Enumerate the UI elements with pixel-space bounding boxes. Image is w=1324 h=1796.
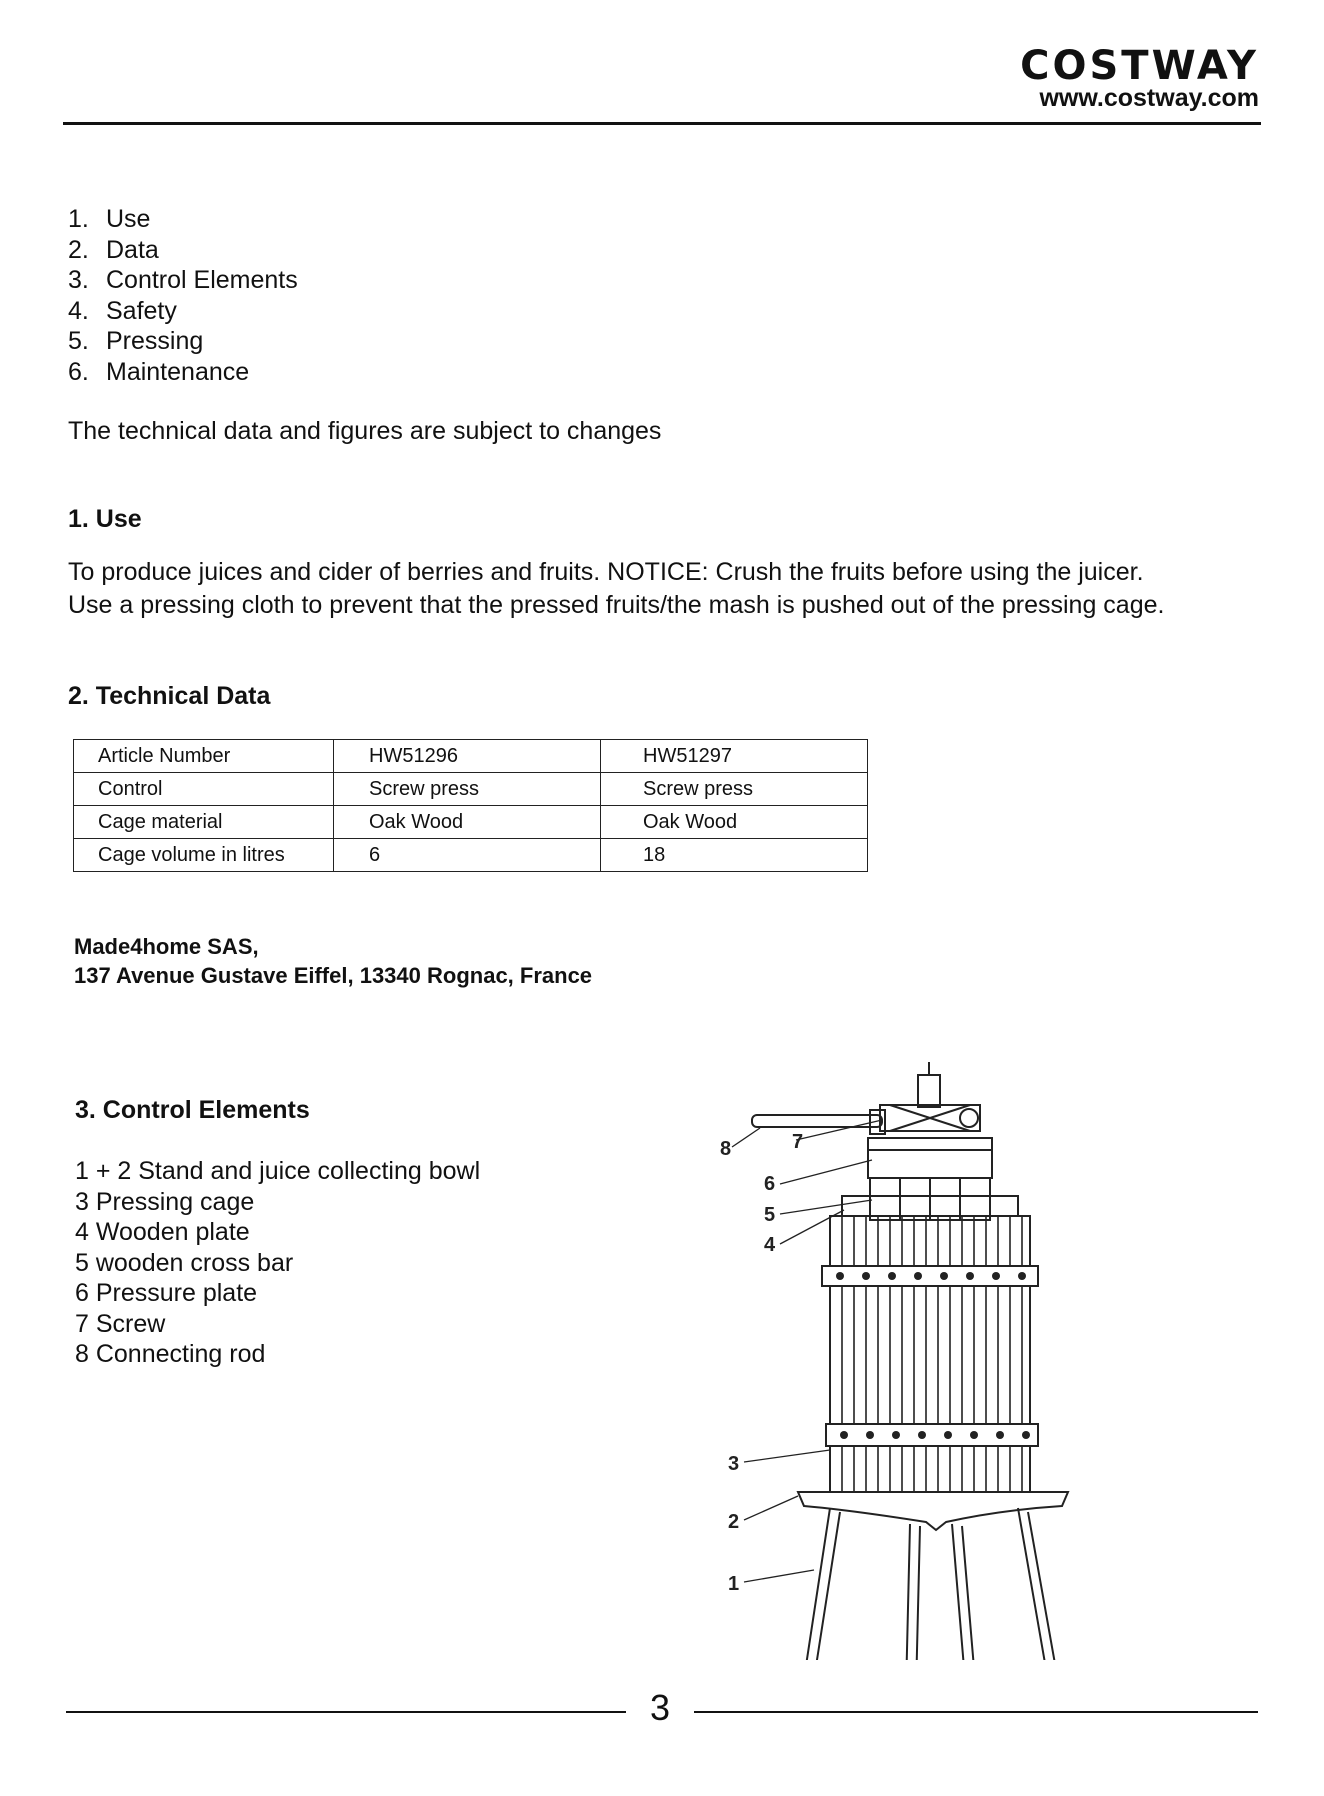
table-row	[74, 806, 868, 839]
list-item: 8 Connecting rod	[75, 1340, 266, 1368]
callout-4: 4	[764, 1234, 776, 1256]
use-heading: 1. Use	[68, 505, 142, 533]
callout-3: 3	[728, 1453, 740, 1475]
list-item: 3 Pressing cage	[75, 1187, 255, 1216]
table-cell: HW51296	[334, 740, 601, 773]
list-item: 6 Pressure plate	[75, 1279, 258, 1307]
callout-1: 1	[728, 1573, 740, 1595]
company-name: Made4home SAS,	[74, 934, 259, 959]
table-cell: Cage volume in litres	[74, 839, 334, 872]
company-address: 137 Avenue Gustave Eiffel, 13340 Rognac, France	[74, 963, 593, 988]
table-cell: Oak Wood	[334, 806, 601, 839]
callout-6: 6	[764, 1173, 776, 1195]
table-of-contents	[68, 204, 298, 387]
table-cell: Oak Wood	[601, 806, 868, 839]
toc-item: 1. Use	[68, 205, 151, 233]
table-cell: Cage material	[74, 806, 334, 839]
table-cell: HW51297	[601, 740, 868, 773]
callout-8: 8	[720, 1138, 732, 1160]
parts-list	[75, 1156, 480, 1370]
page-number: 3	[649, 1687, 671, 1728]
callout-2: 2	[728, 1511, 740, 1533]
table-cell: Article Number	[74, 740, 334, 773]
technical-data-table	[73, 739, 868, 872]
callout-5: 5	[764, 1204, 776, 1226]
table-cell: Screw press	[334, 773, 601, 806]
toc-item: 5. Pressing	[68, 327, 204, 355]
list-item: 4 Wooden plate	[75, 1218, 250, 1246]
table-row	[74, 839, 868, 872]
list-item: 7 Screw	[75, 1309, 166, 1338]
brand-website: www.costway.com	[1039, 84, 1259, 112]
table-row	[74, 740, 868, 773]
control-elements-heading: 3. Control Elements	[75, 1096, 310, 1124]
table-row	[74, 773, 868, 806]
footer-divider-left	[66, 1711, 626, 1713]
list-item: 1 + 2 Stand and juice collecting bowl	[75, 1157, 481, 1185]
callout-7: 7	[792, 1131, 804, 1153]
table-cell: 18	[601, 839, 868, 872]
toc-item: 2. Data	[68, 235, 159, 264]
table-cell: Control	[74, 773, 334, 806]
costway-logo: COSTWAY	[1020, 43, 1259, 89]
technical-data-heading: 2. Technical Data	[68, 682, 271, 710]
toc-item: 4. Safety	[68, 296, 177, 325]
changes-notice: The technical data and figures are subject to changes	[68, 417, 662, 445]
table-cell: Screw press	[601, 773, 868, 806]
table-cell: 6	[334, 839, 601, 872]
use-paragraph: To produce juices and cider of berries and fruits. NOTICE: Crush the fruits before using the juicer. Use a pressing cloth to prevent that the pressed fruits/the mash is pushed out of the pressing cage.	[68, 558, 1165, 619]
header-divider	[63, 122, 1261, 125]
toc-item: 6. Maintenance	[68, 357, 250, 386]
footer-divider-right	[694, 1711, 1258, 1713]
list-item: 5 wooden cross bar	[75, 1248, 294, 1277]
toc-item: 3. Control Elements	[68, 266, 298, 294]
fruit-press-illustration	[700, 1060, 1100, 1660]
